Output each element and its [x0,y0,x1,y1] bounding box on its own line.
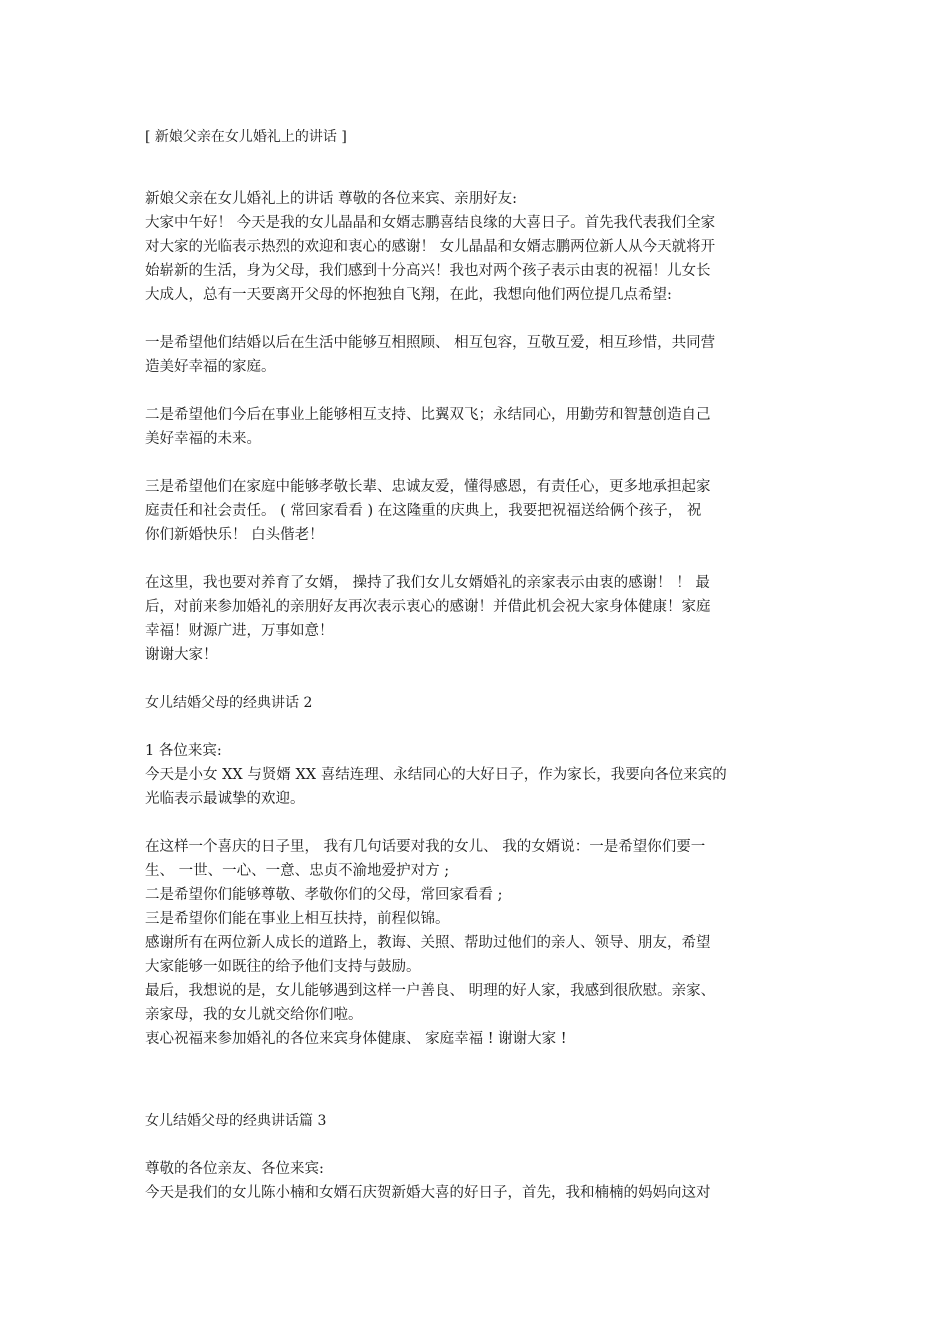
section3-salutation: 尊敬的各位亲友、各位来宾: [145,1161,324,1177]
document-body [145,125,810,1205]
text-line: 生、 一世、一心、一意、忠贞不渝地爱护对方 ; [145,863,450,879]
text-line: 今天是我们的女儿陈小楠和女婿石庆贺新婚大喜的好日子，首先，我和楠楠的妈妈向这对 [145,1185,711,1201]
section2-paragraph-1 [145,763,810,811]
text-line: 三是希望你们能在事业上相互扶持，前程似锦。 [145,911,450,927]
section3-title: 女儿结婚父母的经典讲话篇 3 [145,1113,327,1129]
section1-intro: 新娘父亲在女儿婚礼上的讲话 尊敬的各位来宾、亲朋好友: [145,191,517,207]
text-line: 大家能够一如既往的给予他们支持与鼓励。 [145,959,421,975]
text-line: 对大家的光临表示热烈的欢迎和衷心的感谢！ 女儿晶晶和女婿志鹏两位新人从今天就将开 [145,239,716,255]
text-line: 始崭新的生活，身为父母，我们感到十分高兴！我也对两个孩子表示由衷的祝福！儿女长 [145,263,711,279]
section1-paragraph-1 [145,211,810,307]
text-line: 三是希望他们在家庭中能够孝敬长辈、忠诚友爱，懂得感恩，有责任心，更多地承担起家 [145,479,711,495]
section1-paragraph-5 [145,571,810,667]
text-line: 在这里，我也要对养育了女婿， 操持了我们女儿女婿婚礼的亲家表示由衷的感谢！ ！ 最 [145,575,710,591]
text-line: 大成人，总有一天要离开父母的怀抱独自飞翔，在此，我想向他们两位提几点希望: [145,287,672,303]
text-line: 今天是小女 XX 与贤婿 XX 喜结连理、永结同心的大好日子，作为家长，我要向各位来宾的 [145,767,727,783]
section2-title: 女儿结婚父母的经典讲话 2 [145,695,313,711]
section1-title: [ 新娘父亲在女儿婚礼上的讲话 ] [145,129,347,145]
text-line: 谢谢大家！ [145,647,218,663]
text-line: 最后，我想说的是，女儿能够遇到这样一户善良、 明理的好人家，我感到很欣慰。亲家、 [145,983,716,999]
text-line: 二是希望你们能够尊敬、孝敬你们的父母，常回家看看 ; [145,887,503,903]
section1-paragraph-2 [145,331,810,379]
section1-paragraph-4 [145,475,810,547]
section1-paragraph-3 [145,403,810,451]
text-line: 二是希望他们今后在事业上能够相互支持、比翼双飞；永结同心，用勤劳和智慧创造自己 [145,407,711,423]
text-line: 大家中午好！ 今天是我的女儿晶晶和女婿志鹏喜结良缘的大喜日子。首先我代表我们全家 [145,215,716,231]
text-line: 造美好幸福的家庭。 [145,359,276,375]
section2-paragraph-2 [145,835,810,1051]
text-line: 后，对前来参加婚礼的亲朋好友再次表示衷心的感谢！并借此机会祝大家身体健康！家庭 [145,599,711,615]
text-line: 亲家母，我的女儿就交给你们啦。 [145,1007,363,1023]
section3-paragraph-1 [145,1181,810,1205]
text-line: 美好幸福的未来。 [145,431,261,447]
text-line: 感谢所有在两位新人成长的道路上，教诲、关照、帮助过他们的亲人、领导、朋友，希望 [145,935,711,951]
text-line: 衷心祝福来参加婚礼的各位来宾身体健康、 家庭幸福 ! 谢谢大家 ! [145,1031,567,1047]
text-line: 在这样一个喜庆的日子里， 我有几句话要对我的女儿、 我的女婿说：一是希望你们要一 [145,839,706,855]
text-line: 一是希望他们结婚以后在生活中能够互相照顾、 相互包容，互敬互爱，相互珍惜，共同营 [145,335,716,351]
text-line: 你们新婚快乐！ 白头偕老！ [145,527,324,543]
text-line: 光临表示最诚挚的欢迎。 [145,791,305,807]
section2-salutation: 1 各位来宾: [145,743,222,759]
text-line: 庭责任和社会责任。 ( 常回家看看 ) 在这隆重的庆典上，我要把祝福送给俩个孩子， 祝 [145,503,702,519]
text-line: 幸福！财源广进，万事如意！ [145,623,334,639]
